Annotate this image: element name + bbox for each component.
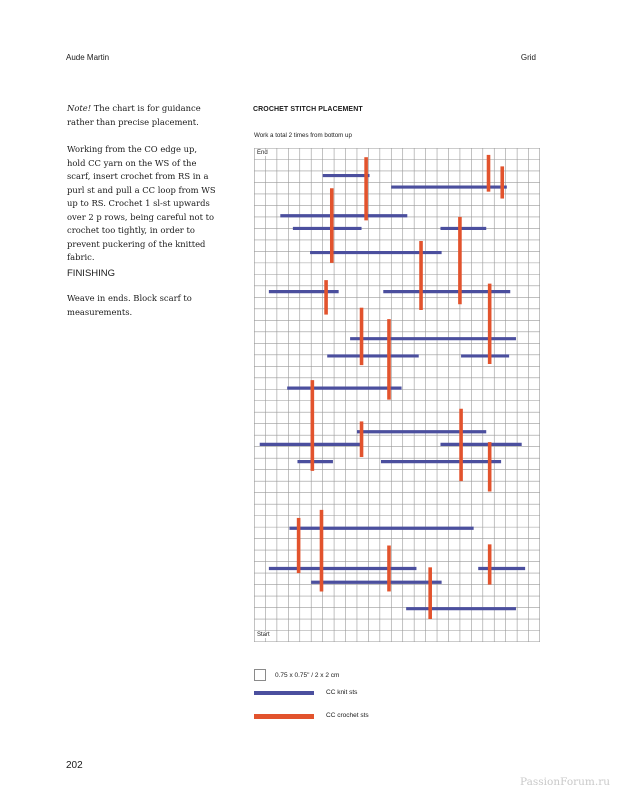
chart-start-label: Start <box>257 632 270 638</box>
note-text: The chart is for guidance rather than precise placement. <box>67 103 201 127</box>
legend-crochet-label: CC crochet sts <box>326 712 369 719</box>
note-paragraph <box>67 102 217 129</box>
chart-subtitle: Work a total 2 times from bottom up <box>254 132 352 139</box>
legend-knit-swatch <box>254 691 314 695</box>
chart-title: CROCHET STITCH PLACEMENT <box>253 106 363 113</box>
section-name: Grid <box>520 53 536 62</box>
author-name: Aude Martin <box>66 53 110 62</box>
legend-knit-label: CC knit sts <box>326 689 358 696</box>
note-label: Note! <box>67 103 92 113</box>
watermark: PassionForum.ru <box>520 776 610 788</box>
legend-crochet-swatch <box>254 714 314 719</box>
working-paragraph: Working from the CO edge up, hold CC yarn on the WS of the scarf, insert crochet from RS in a purl st and pull a CC loop from WS up to RS. Crochet 1 sl-st upwards over 2 p rows, being careful not to crochet too tightly, in order to prevent puckering of the knitted fabric. <box>67 144 216 262</box>
legend-gauge-text: 0.75 x 0.75" / 2 x 2 cm <box>275 672 340 679</box>
page-number: 202 <box>66 760 83 771</box>
chart-end-label: End <box>257 150 268 156</box>
gauge-square-icon <box>254 669 266 681</box>
finishing-paragraph: Weave in ends. Block scarf to measurements. <box>67 293 192 317</box>
stitch-chart <box>254 148 540 642</box>
finishing-heading: FINISHING <box>67 268 116 279</box>
